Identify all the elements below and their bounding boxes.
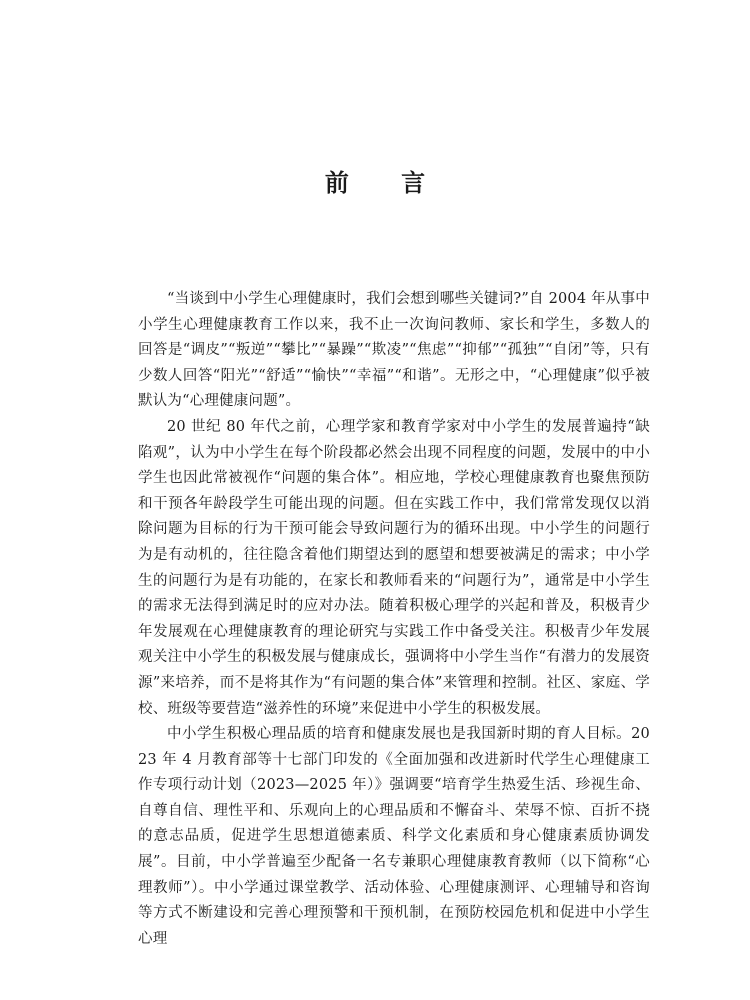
page-title: 前 言 bbox=[324, 168, 448, 197]
paragraph-2: 20 世纪 80 年代之前，心理学家和教育学家对中小学生的发展普遍持“缺陷观”，认为中小学生在每个阶段都必然会出现不同程度的问题，发展中的中小学生也因此常被视作“问题的集合体”。相应地，学校心理健康教育也聚焦预防和干预各年龄段学生可能出现的问题。但在实践工作中，我们常常发现仅以消除问题为目标的行为干预可能会导致问题行为的循环出现。中小学生的问题行为是有动机的，往往隐含着他们期望达到的愿望和想要被满足的需求；中小学生的问题行为是有功能的，在家长和教师看来的“问题行为”，通常是中小学生的需求无法得到满足时的应对办法。随着积极心理学的兴起和普及，积极青少年发展观在心理健康教育的理论研究与实践工作中备受关注。积极青少年发展观关注中小学生的积极发展与健康成长，强调将中小学生当作“有潜力的发展资源”来培养，而不是将其作为“有问题的集合体”来管理和控制。社区、家庭、学校、班级等要营造“滋养性的环境”来促进中小学生的积极发展。 bbox=[138, 418, 650, 717]
paragraph-3: 中小学生积极心理品质的培育和健康发展也是我国新时期的育人目标。2023 年 4 月教育部等十七部门印发的《全面加强和改进新时代学生心理健康工作专项行动计划（2023—2025 年）》强调要“培育学生热爱生活、珍视生命、自尊自信、理性平和、乐观向上的心理品质和不懈奋斗、荣辱不惊、百折不挠的意志品质，促进学生思想道德素质、科学文化素质和身心健康素质协调发展”。目前，中小学普遍至少配备一名专兼职心理健康教育教师（以下简称“心理教师”）。中小学通过课堂教学、活动体验、心理健康测评、心理辅导和咨询等方式不断建设和完善心理预警和干预机制，在预防校园危机和促进中小学生心理 bbox=[138, 726, 650, 947]
paragraph-1: “当谈到中小学生心理健康时，我们会想到哪些关键词?”自 2004 年从事中小学生心理健康教育工作以来，我不止一次询问教师、家长和学生，多数人的回答是“调皮”“叛逆”“攀比”“暴躁”“欺凌”“焦虑”“抑郁”“孤独”“自闭”等，只有少数人回答“阳光”“舒适”“愉快”“幸福”“和谐”。无形之中，“心理健康”似乎被默认为“心理健康问题”。 bbox=[138, 291, 650, 410]
body-text bbox=[138, 287, 650, 952]
